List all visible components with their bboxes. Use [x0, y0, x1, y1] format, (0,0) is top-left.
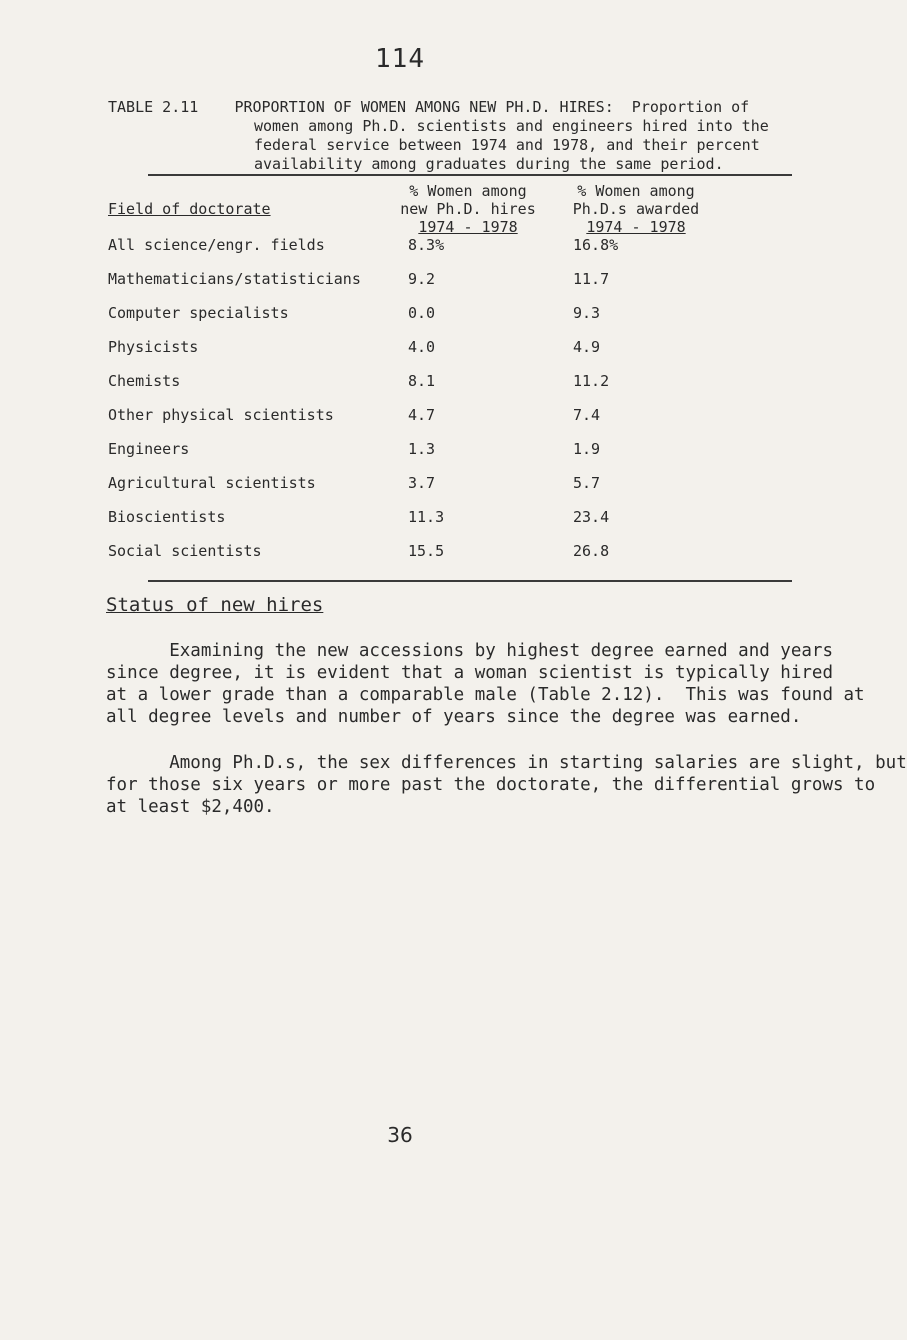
cell-hires: 4.0: [408, 338, 436, 356]
paragraph-1: [106, 640, 865, 728]
cell-field: Social scientists: [108, 542, 262, 560]
caption-title-line: [108, 98, 788, 117]
table-row: [108, 542, 792, 564]
header-hires-line1: % Women among: [409, 182, 527, 200]
cell-awarded: 4.9: [573, 338, 601, 356]
table-row: [108, 474, 792, 496]
paragraph-1-line: at a lower grade than a comparable male (Table 2.12). This was found at: [106, 685, 865, 705]
caption-label: TABLE 2.11: [108, 98, 199, 116]
cell-hires: 3.7: [408, 474, 436, 492]
cell-field: Bioscientists: [108, 508, 226, 526]
paragraph-2-line: at least $2,400.: [106, 797, 275, 817]
cell-hires: 1.3: [408, 440, 436, 458]
header-awarded-line3: 1974 - 1978: [586, 218, 686, 236]
table-row: [108, 304, 792, 326]
caption-line-3: federal service between 1974 and 1978, and their percent: [254, 136, 760, 154]
cell-awarded: 9.3: [573, 304, 601, 322]
cell-awarded: 5.7: [573, 474, 601, 492]
table-row: [108, 406, 792, 428]
table-top-rule: [148, 174, 792, 176]
caption-line-4: availability among graduates during the same period.: [254, 155, 724, 173]
cell-field: Chemists: [108, 372, 181, 390]
table-row: [108, 338, 792, 360]
paragraph-1-line: since degree, it is evident that a woman scientist is typically hired: [106, 663, 833, 683]
cell-hires: 15.5: [408, 542, 445, 560]
table-row: [108, 372, 792, 394]
paragraph-2-line: for those six years or more past the doctorate, the differential grows to: [106, 775, 876, 795]
cell-field: Mathematicians/statisticians: [108, 270, 361, 288]
header-hires-line3: 1974 - 1978: [418, 218, 518, 236]
cell-awarded: 1.9: [573, 440, 601, 458]
header-awarded: [556, 182, 716, 236]
cell-awarded: 7.4: [573, 406, 601, 424]
cell-field: Computer specialists: [108, 304, 289, 322]
cell-field: All science/engr. fields: [108, 236, 325, 254]
cell-awarded: 11.7: [573, 270, 610, 288]
header-field: Field of doctorate: [108, 200, 271, 218]
cell-awarded: 26.8: [573, 542, 610, 560]
cell-field: Agricultural scientists: [108, 474, 316, 492]
cell-hires: 11.3: [408, 508, 445, 526]
paragraph-1-line: Examining the new accessions by highest degree earned and years: [106, 641, 833, 661]
cell-hires: 8.1: [408, 372, 436, 390]
table-row: [108, 270, 792, 292]
paragraph-2: [106, 752, 907, 818]
caption-title: PROPORTION OF WOMEN AMONG NEW PH.D. HIRES: Proportion of: [234, 98, 750, 116]
paragraph-1-line: all degree levels and number of years since the degree was earned.: [106, 707, 802, 727]
cell-field: Other physical scientists: [108, 406, 334, 424]
page-number-top: 114: [375, 44, 425, 74]
table-bottom-rule: [148, 580, 792, 582]
cell-hires: 9.2: [408, 270, 436, 288]
section-heading: Status of new hires: [106, 594, 324, 616]
cell-hires: 8.3%: [408, 236, 445, 254]
cell-awarded: 16.8%: [573, 236, 619, 254]
cell-hires: 0.0: [408, 304, 436, 322]
caption-line-2: women among Ph.D. scientists and engineers hired into the: [254, 117, 769, 135]
header-awarded-line2: Ph.D.s awarded: [572, 200, 700, 218]
cell-field: Engineers: [108, 440, 190, 458]
cell-awarded: 11.2: [573, 372, 610, 390]
cell-awarded: 23.4: [573, 508, 610, 526]
table-caption: [108, 98, 788, 174]
cell-hires: 4.7: [408, 406, 436, 424]
page-number-bottom: 36: [387, 1123, 413, 1147]
table-row: [108, 440, 792, 462]
paragraph-2-line: Among Ph.D.s, the sex differences in starting salaries are slight, but: [106, 753, 907, 773]
header-hires-line2: new Ph.D. hires: [400, 200, 536, 218]
table-row: [108, 508, 792, 530]
table-row: [108, 236, 792, 258]
cell-field: Physicists: [108, 338, 199, 356]
header-hires: [388, 182, 548, 236]
header-awarded-line1: % Women among: [577, 182, 695, 200]
